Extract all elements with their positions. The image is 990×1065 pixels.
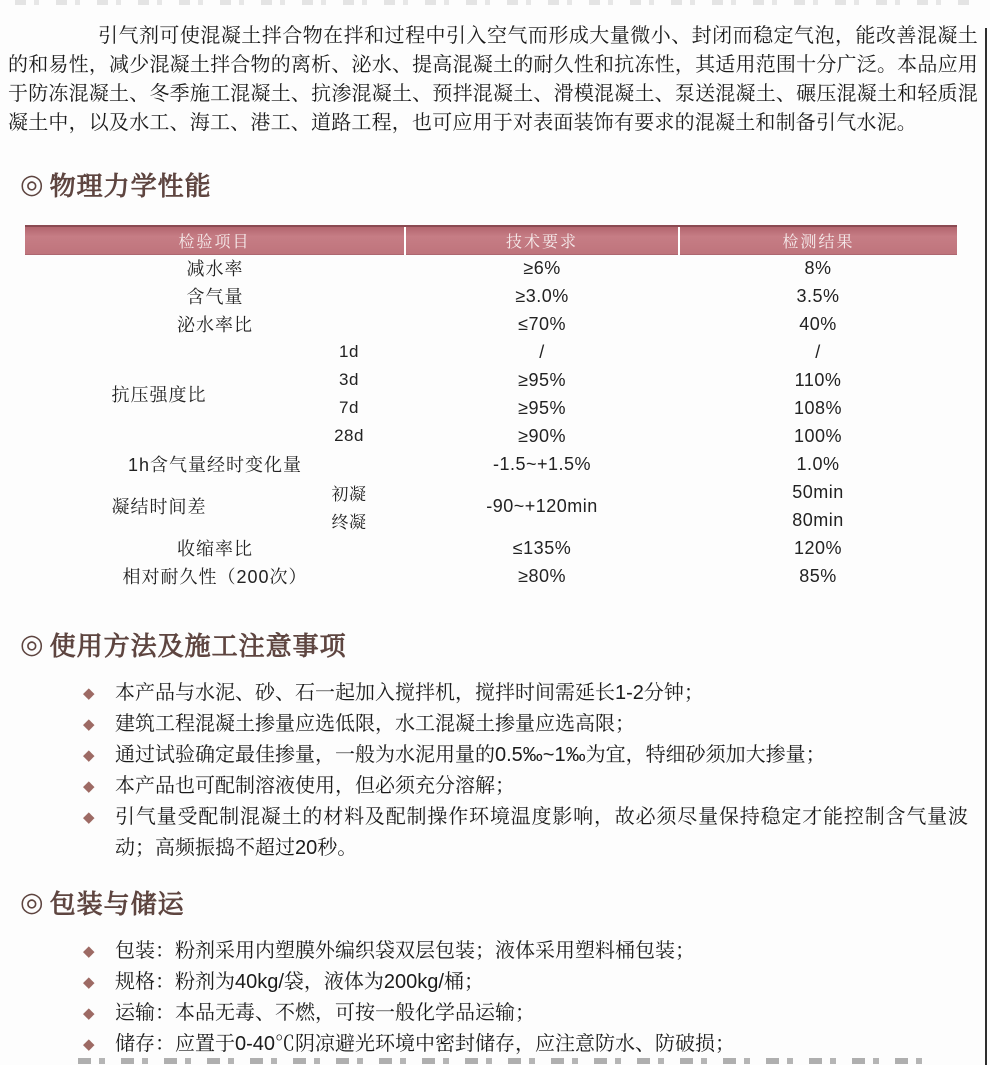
list-item: [82, 802, 968, 864]
table-row: [25, 282, 957, 310]
cell-result: 40%: [799, 313, 837, 334]
bullet-text: 本产品也可配制溶液使用，但必须充分溶解；: [115, 775, 515, 797]
list-item: [82, 967, 968, 998]
bullet-text: 规格：粉剂为40kg/袋，液体为200kg/桶；: [115, 971, 484, 993]
bullet-text: 运输：本品无毒、不燃，可按一般化学品运输；: [115, 1002, 535, 1024]
cell-result: 8%: [804, 257, 832, 278]
top-clipped-text-artifact: [15, 0, 970, 5]
bullet-text: 引气量受配制混凝土的材料及配制操作环境温度影响，故必须尽量保持稳定才能控制含气量波动；高频振捣不超过20秒。: [115, 806, 968, 859]
cell-requirement: ≥95%: [518, 397, 566, 418]
cell-item: 相对耐久性（200次）: [122, 567, 308, 587]
usage-bullet-list: [82, 678, 968, 864]
cell-setting-stage: 终凝: [331, 512, 367, 532]
list-item: [82, 1029, 968, 1060]
list-item: [82, 771, 968, 802]
table-row: [25, 478, 957, 506]
cell-requirement: ≤135%: [512, 537, 572, 558]
list-item: [82, 998, 968, 1029]
bullet-text: 建筑工程混凝土掺量应选低限，水工混凝土掺量应选高限；: [115, 713, 635, 735]
list-item: [82, 678, 968, 709]
diamond-bullet-icon: ◆: [83, 778, 95, 795]
cell-item-setting-time-difference: 凝结时间差: [111, 497, 207, 517]
cell-item: 泌水率比: [177, 315, 253, 335]
cell-result: 108%: [793, 397, 843, 418]
table-row: [25, 338, 957, 366]
cell-age: 3d: [339, 370, 359, 389]
cell-result: 3.5%: [796, 285, 840, 306]
cell-item: 收缩率比: [177, 539, 253, 559]
diamond-bullet-icon: ◆: [83, 943, 95, 960]
bottom-clipped-text-artifact: [78, 1058, 936, 1064]
list-item: [82, 740, 968, 771]
table-row: [25, 534, 957, 562]
physical-properties-table: [25, 225, 957, 590]
section-title: 包装与储运: [49, 889, 185, 919]
cell-result: 80min: [792, 509, 844, 530]
cell-result: 100%: [793, 425, 843, 446]
list-item: [82, 936, 968, 967]
section-heading-usage-instructions: [20, 626, 347, 663]
table-row: [25, 562, 957, 590]
cell-requirement: ≤70%: [518, 313, 566, 334]
bullet-text: 通过试验确定最佳掺量，一般为水泥用量的0.5‰~1‰为宜，特细砂须加大掺量；: [115, 744, 826, 766]
cell-requirement: ≥3.0%: [515, 285, 569, 306]
diamond-bullet-icon: ◆: [83, 974, 95, 991]
cell-result: 1.0%: [796, 453, 840, 474]
section-title: 物理力学性能: [49, 171, 212, 201]
cell-age: 7d: [339, 398, 359, 417]
cell-result: /: [815, 341, 821, 362]
cell-setting-stage: 初凝: [331, 484, 367, 504]
table-header-row: [25, 226, 957, 254]
col-header-technical-requirement: 技术要求: [405, 226, 679, 254]
diamond-bullet-icon: ◆: [83, 1005, 95, 1022]
section-heading-packaging-storage: [20, 884, 185, 921]
cell-requirement: ≥90%: [518, 425, 566, 446]
list-item: [82, 709, 968, 740]
col-header-test-result: 检测结果: [679, 226, 957, 254]
cell-item-compressive-strength-ratio: 抗压强度比: [111, 385, 207, 405]
col-header-test-item: 检验项目: [25, 226, 405, 254]
bullet-text: 储存：应置于0-40℃阴凉避光环境中密封储存，应注意防水、防破损；: [115, 1033, 736, 1055]
section-marker-icon: ◎: [20, 887, 45, 917]
cell-item: 1h含气量经时变化量: [127, 455, 303, 475]
bullet-text: 包装：粉剂采用内塑膜外编织袋双层包装；液体采用塑料桶包装；: [115, 940, 695, 962]
diamond-bullet-icon: ◆: [83, 809, 95, 826]
cell-requirement: ≥95%: [518, 369, 566, 390]
cell-requirement: -1.5~+1.5%: [492, 453, 592, 474]
diamond-bullet-icon: ◆: [83, 1036, 95, 1053]
cell-item: 含气量: [186, 287, 244, 307]
page-edge-scan-line: [985, 28, 987, 1065]
bullet-text: 本产品与水泥、砂、石一起加入搅拌机，搅拌时间需延长1-2分钟；: [115, 682, 704, 704]
cell-requirement: ≥6%: [523, 257, 561, 278]
diamond-bullet-icon: ◆: [83, 716, 95, 733]
diamond-bullet-icon: ◆: [83, 685, 95, 702]
table-row: [25, 254, 957, 282]
section-marker-icon: ◎: [20, 169, 45, 199]
table-row: [25, 450, 957, 478]
cell-requirement: -90~+120min: [486, 495, 598, 516]
cell-age: 1d: [339, 342, 359, 361]
cell-requirement: /: [539, 341, 545, 362]
cell-result: 50min: [792, 481, 844, 502]
cell-age: 28d: [334, 426, 364, 445]
cell-result: 110%: [794, 369, 842, 390]
cell-result: 85%: [799, 565, 837, 586]
cell-result: 120%: [793, 537, 843, 558]
packaging-bullet-list: [82, 936, 968, 1060]
cell-requirement: ≥80%: [518, 565, 566, 586]
table-row: [25, 310, 957, 338]
diamond-bullet-icon: ◆: [83, 747, 95, 764]
section-heading-physical-properties: [20, 166, 212, 203]
cell-item: 减水率: [186, 259, 244, 280]
section-marker-icon: ◎: [20, 629, 45, 659]
section-title: 使用方法及施工注意事项: [49, 631, 347, 661]
intro-paragraph: 引气剂可使混凝土拌合物在拌和过程中引入空气而形成大量微小、封闭而稳定气泡，能改善混凝土的和易性，减少混凝土拌合物的离析、泌水、提高混凝土的耐久性和抗冻性，其适用范围十分广泛。本品应用于防冻混凝土、冬季施工混凝土、抗渗混凝土、预拌混凝土、滑模混凝土、泵送混凝土、碾压混凝土和轻质混凝土中，以及水工、海工、港工、道路工程，也可应用于对表面装饰有要求的混凝土和制备引气水泥。: [8, 25, 978, 134]
